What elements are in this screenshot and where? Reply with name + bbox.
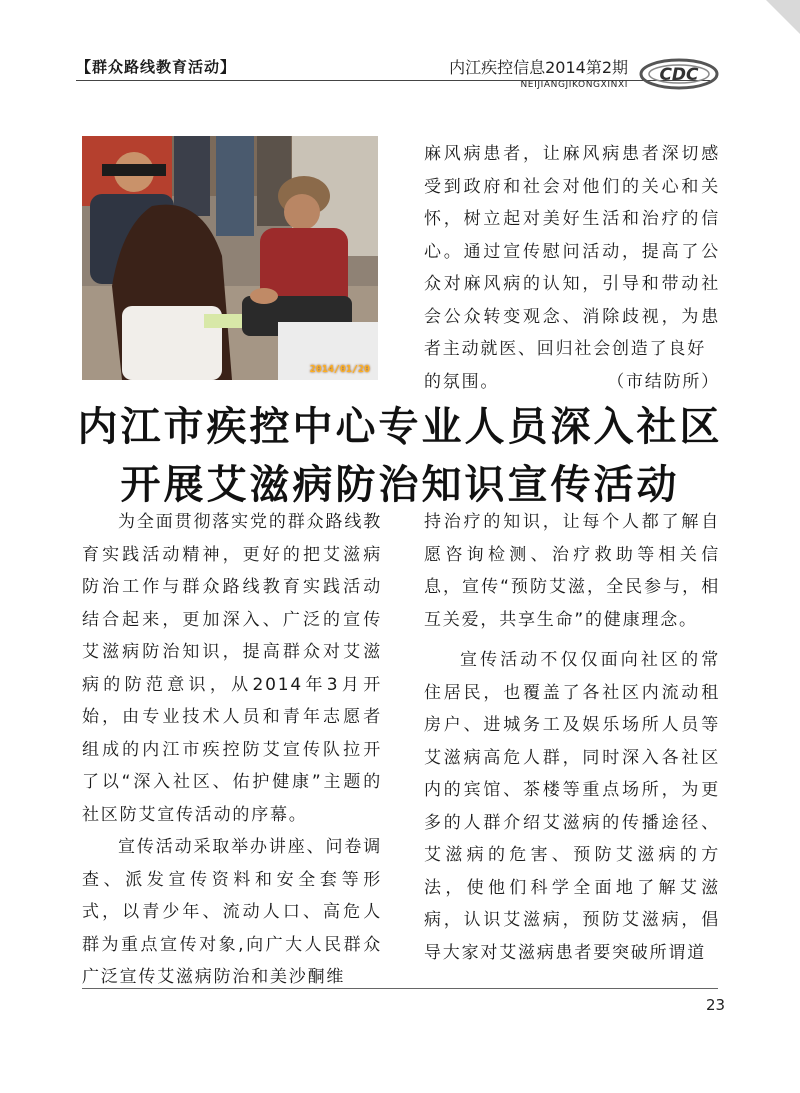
continued-paragraph: 麻风病患者，让麻风病患者深切感受到政府和社会对他们的关心和关怀，树立起对美好生活和治疗的信心。通过宣传慰问活动，提高了公众对麻风病的认知，引导和带动社会公众转变观念、消除歧视，为患者主动就医、回归社会创造了良好 — [424, 144, 720, 359]
article-signoff — [424, 366, 720, 399]
article-right-column — [424, 506, 720, 969]
paragraph: 宣传活动采取举办讲座、问卷调查、派发宣传资料和安全套等形式，以青少年、流动人口、高危人群为重点宣传对象,向广大人民群众广泛宣传艾滋病防治和美沙酮维 — [82, 837, 382, 987]
source-credit: （市结防所） — [607, 371, 720, 392]
paragraph: 宣传活动不仅仅面向社区的常住居民，也覆盖了各社区内流动租房户、进城务工及娱乐场所人员等艾滋病高危人群，同时深入各社区内的宾馆、茶楼等重点场所，为更多的人群介绍艾滋病的传播途径、艾滋病的危害、预防艾滋病的方法，使他们科学全面地了解艾滋病，认识艾滋病，预防艾滋病，倡导大家对艾滋病患者要突破所谓道 — [424, 650, 720, 963]
top-right-column — [424, 138, 720, 398]
section-tag: 【群众路线教育活动】 — [76, 58, 237, 76]
issue-subtitle: NEIJIANGJIKONGXINXI — [520, 80, 628, 90]
article-headline — [60, 398, 740, 514]
photo-scene — [82, 136, 378, 380]
logo-text: CDC — [659, 65, 699, 85]
header-divider — [76, 80, 710, 81]
headline-line-1: 内江市疾控中心专业人员深入社区 — [77, 403, 723, 450]
page-corner-fold — [766, 0, 800, 34]
footer-divider — [82, 988, 718, 989]
article-left-column — [82, 506, 382, 994]
closing-text: 的氛围。 — [424, 371, 500, 392]
paragraph: 持治疗的知识，让每个人都了解自愿咨询检测、治疗救助等相关信息，宣传“预防艾滋，全民参与，相互关爱，共享生命”的健康理念。 — [424, 512, 720, 630]
event-photo — [82, 136, 378, 380]
issue-title: 内江疾控信息2014第2期 — [449, 58, 628, 77]
photo-date-stamp: 2014/01/20 — [309, 364, 370, 375]
page-number: 23 — [706, 996, 726, 1014]
paragraph: 为全面贯彻落实党的群众路线教育实践活动精神，更好的把艾滋病防治工作与群众路线教育实践活动结合起来，更加深入、广泛的宣传艾滋病防治知识，提高群众对艾滋病的防范意识，从2014年3月开始，由专业技术人员和青年志愿者组成的内江市疾控防艾宣传队拉开了以“深入社区、佑护健康”主题的社区防艾宣传活动的序幕。 — [82, 512, 382, 825]
cdc-logo — [638, 52, 720, 94]
headline-line-2: 开展艾滋病防治知识宣传活动 — [120, 461, 680, 508]
